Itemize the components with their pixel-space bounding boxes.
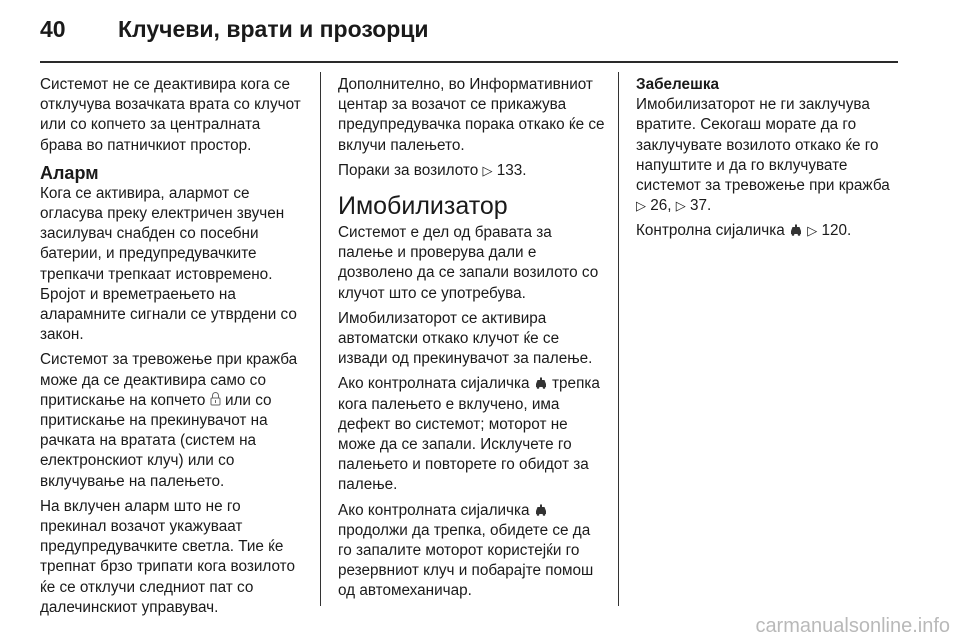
watermark: carmanualsonline.info xyxy=(755,615,950,637)
lock-icon xyxy=(210,391,221,406)
column-divider xyxy=(320,72,321,606)
page-reference[interactable]: 120. xyxy=(821,222,852,240)
paragraph: Кога се активира, алармот се огласува преку електричен звучен засилувач снабден со посебни батерии, и предупредувачките трепкачи трепкаат истовремено. Бројот и времетраењето на аларамните сигнали се утврдени со закон. xyxy=(40,184,297,344)
column-left xyxy=(40,75,306,623)
page-header xyxy=(40,16,429,52)
car-key-lamp-icon xyxy=(534,504,548,516)
note-block: Забелешка Имобилизаторот не ги заклучува вратите. Секогаш морате да го заклучувате возилото откако ќе го напуштите и да го вклучувате системот за тревожење при кражба ▷ 26, ▷ 37. xyxy=(636,76,890,215)
page-title: Клучеви, врати и прозорци xyxy=(118,16,429,42)
page-reference[interactable]: 26, xyxy=(650,197,672,215)
column-middle xyxy=(338,75,606,607)
paragraph: Системот не се деактивира кога се отклучува возачката врата со клучот или со копчето за централната брава во патничкиот простор. xyxy=(40,76,301,154)
header-rule xyxy=(40,61,898,63)
paragraph-reference: Пораки за возилото ▷ 133. xyxy=(338,161,527,179)
car-key-lamp-icon xyxy=(789,224,803,236)
page-reference[interactable]: 133. xyxy=(496,161,527,179)
page-reference[interactable]: 37. xyxy=(690,197,712,215)
paragraph: Системот е дел од бравата за палење и проверува дали е дозволено да се запали возилото со клучот што се употребува. xyxy=(338,224,599,302)
column-divider xyxy=(618,72,619,606)
triangle-right-icon: ▷ xyxy=(482,162,493,178)
note-title: Забелешка xyxy=(636,76,719,93)
paragraph: Ако контролната сијаличка продолжи да трепка, обидете се да го запалите моторот користејќи го резервниот клуч и побарајте помош од автомеханичар. xyxy=(338,501,594,600)
paragraph: Системот за тревожење при кражба може да се деактивира само со притискање на копчето или со притискање на прекинувачот на рачката на вратата (систем на електронскиот клуч) или со вклучување на палењето. xyxy=(40,351,298,490)
page-number: 40 xyxy=(40,16,66,42)
paragraph: Дополнително, во Информативниот центар за возачот се прикажува предупредувачка порака откако ќе се вклучи палењето. xyxy=(338,76,605,154)
triangle-right-icon: ▷ xyxy=(675,198,686,214)
column-right xyxy=(636,75,902,247)
paragraph: Имобилизаторот се активира автоматски откако клучот ќе се извади од прекинувачот за палење. xyxy=(338,309,593,368)
section-heading-alarm: Аларм xyxy=(40,162,99,183)
car-key-lamp-icon xyxy=(534,377,548,389)
paragraph: На вклучен аларм што не го прекинал возачот укажуваат предупредувачките светла. Тие ќе трепнат брзо трипати кога возилото ќе се отклучи следниот пат со далечинскиот управувач. xyxy=(40,497,296,616)
paragraph: Ако контролната сијаличка трепка кога палењето е вклучено, има дефект во системот; моторот не може да се запали. Исклучете го палењето и повторете го обидот за палење. xyxy=(338,375,600,494)
triangle-right-icon: ▷ xyxy=(636,198,646,214)
section-heading-immobiliser: Имобилизатор xyxy=(338,192,508,221)
paragraph-reference: Контролна сијаличка ▷ 120. xyxy=(636,222,852,240)
triangle-right-icon: ▷ xyxy=(807,223,818,239)
